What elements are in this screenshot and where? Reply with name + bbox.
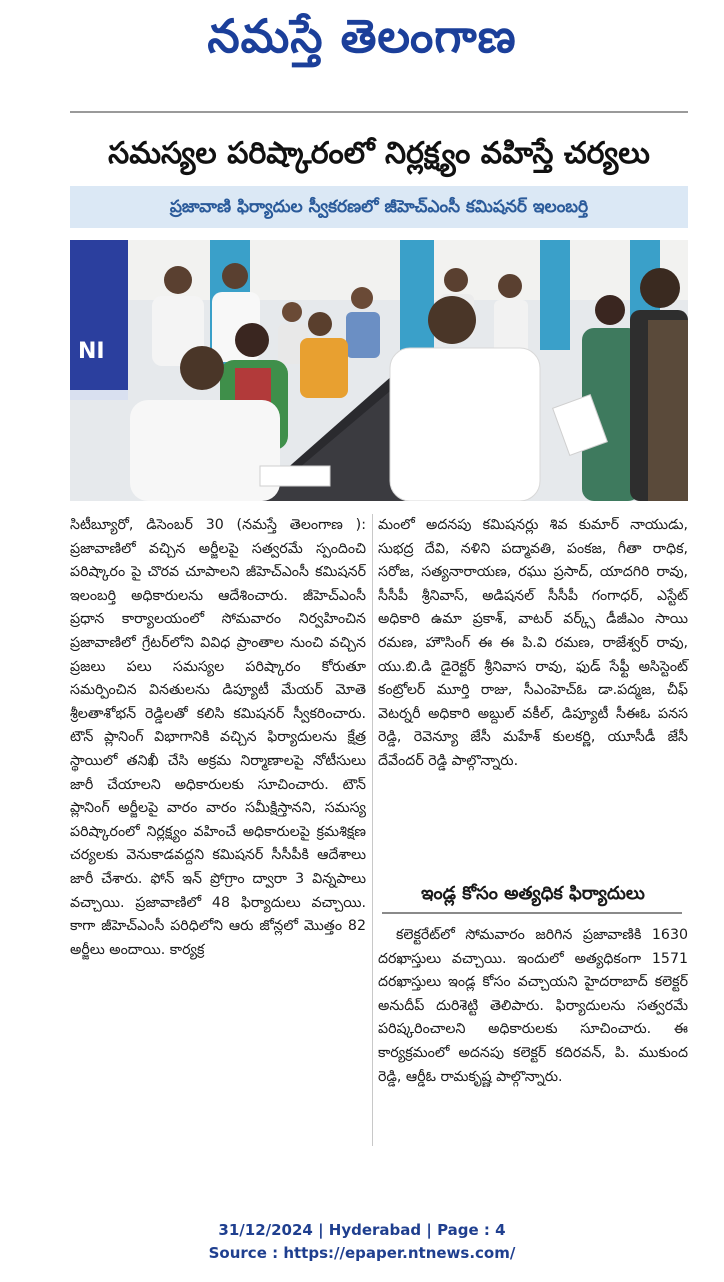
top-divider — [70, 111, 688, 113]
article-paragraph: కలెక్టరేట్‌లో సోమవారం జరిగిన ప్రజావాణికి 1630 దరఖాస్తులు వచ్చాయి. ఇందులో అత్యధికంగా 1571 దరఖాస్తులు ఇండ్ల కోసం వచ్చాయని హైదరాబాద్ కలెక్టర్ అనుదీప్ దురిశెట్టి తెలిపారు. ఫిర్యాదులను సత్వరమే పరిష్కరించాలని అధికారులకు సూచించారు. ఈ కార్యక్రమంలో అదనపు కలెక్టర్ కదిరవన్, పి. ముకుంద రెడ్డి, ఆర్డీఓ రామకృష్ణ పాల్గొన్నారు. — [378, 927, 688, 1085]
masthead-logo: నమస్తే తెలంగాణ — [207, 9, 517, 63]
article-paragraph: సిటీబ్యూరో, డిసెంబర్ 30 (నమస్తే తెలంగాణ ): ప్రజావాణిలో వచ్చిన అర్జీలపై సత్వరమే స్పందించి పరిష్కారం పై చొరవ చూపాలని జీహెచ్‌ఎంసీ కమిషనర్ ఇలంబర్తి అధికారులను ఆదేశించారు. జీహెచ్‌ఎంసీ ప్రధాన కార్యాలయంలో సోమవారం నిర్వహించిన ప్రజావాణిలో గ్రేటర్‌లోని వివిధ ప్రాంతాల నుంచి వచ్చిన ప్రజలు పలు సమస్యల పరిష్కారం కోరుతూ సమర్పించిన వినతులను డిప్యూటీ మేయర్ మోతె శ్రీలతాశోభన్ రెడ్డిలతో కలిసి కమిషనర్ స్వీకరించారు. టౌన్ ప్లానింగ్ విభాగానికి వచ్చిన ఫిర్యాదులను క్షేత్ర స్థాయిలో తనిఖీ చేసి అక్రమ నిర్మాణాలపై నోటీసులు జారీ చేయాలని అధికారులకు సూచించారు. టౌన్ ప్లానింగ్ అర్జీలపై వారం వారం సమీక్షిస్తానని, సమస్య పరిష్కారంలో నిర్లక్ష్యం వహించే అధికారులపై క్రమశిక్షణ చర్యలకు వెనుకాడవద్దని కమిషనర్ సీసీపీకి ఆదేశాలు జారీ చేశారు. ఫోన్ ఇన్ ప్రోగ్రాం ద్వారా 3 విన్నపాలు వచ్చాయి. ప్రజావాణిలో 48 ఫిర్యాదులు వచ్చాయి. కాగా జీహెచ్‌ఎంసీ పరిధిలోని ఆరు జోన్లలో మొత్తం 82 అర్జీలు అందాయి. కార్యక్ర — [70, 517, 366, 958]
article-body-left — [70, 514, 366, 1150]
article-body-right — [378, 514, 688, 864]
article-photo — [70, 240, 688, 501]
banner-text: NI — [78, 339, 105, 364]
article-subheadline: ప్రజావాణి ఫిర్యాదుల స్వీకరణలో జీహెచ్‌ఎంసీ కమిషనర్ ఇలంబర్తి — [70, 186, 688, 228]
article-body-right-bottom — [378, 924, 688, 1144]
article-headline: సమస్యల పరిష్కారంలో నిర్లక్ష్యం వహిస్తే చర్యలు — [108, 136, 650, 171]
column-divider — [372, 514, 373, 1146]
photo-illustration — [70, 240, 688, 501]
section-heading: ఇండ్ల కోసం అత్యధిక ఫిర్యాదులు — [421, 883, 645, 904]
footer-source-line[interactable]: Source : https://epaper.ntnews.com/ — [208, 1244, 516, 1262]
article-paragraph: మంలో అదనపు కమిషనర్లు శివ కుమార్ నాయుడు, సుభద్ర దేవి, నళిని పద్మావతి, పంకజ, గీతా రాధిక, సరోజ, సత్యనారాయణ, రఘు ప్రసాద్, యాదగిరి రావు, సీసీపీ శ్రీనివాస్, అడిషనల్ సీసీపీ గంగాధర్, ఎస్టేట్ అధికారి ఉమా ప్రకాశ్, వాటర్ వర్క్స్ డీజీఎం సాయి రమణ, హౌసింగ్ ఈ ఈ పి.వి రమణ, రాజేశ్వర్ రావు, యు.బి.డి డైరెక్టర్ శ్రీనివాస రావు, ఫుడ్ సేఫ్టీ అసిస్టెంట్ కంట్రోలర్ మూర్తి రాజు, సీఎంహెచ్‌ఓ డా.పద్మజ, చీఫ్ వెటర్నరీ అధికారి అబ్దుల్ వకీల్, డిప్యూటీ సీఈఓ పనస రెడ్డి, రెవెన్యూ జేసీ మహేశ్ కులకర్ణి, యూసీడీ జేసీ దేవేందర్ రెడ్డి పాల్గొన్నారు. — [378, 517, 688, 769]
footer-date-line: 31/12/2024 | Hyderabad | Page : 4 — [218, 1221, 506, 1239]
section-underline — [382, 912, 682, 914]
